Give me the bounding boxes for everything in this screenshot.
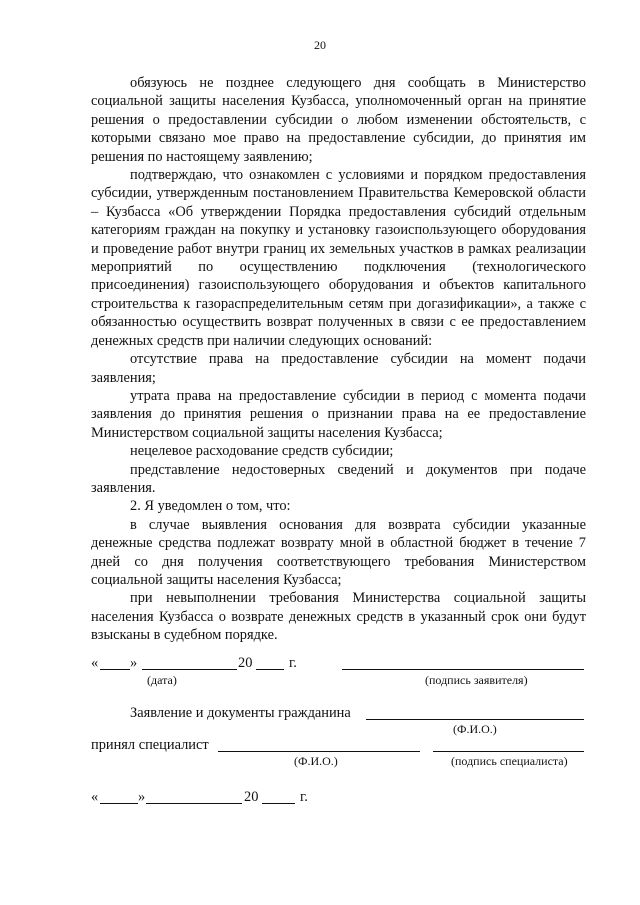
paragraph-ground-false-info: представление недостоверных сведений и документов при подаче заявления. bbox=[91, 461, 586, 496]
applicant-signature-field[interactable] bbox=[342, 669, 584, 670]
date-close-quote: » bbox=[130, 655, 138, 671]
paragraph-notice-heading: 2. Я уведомлен о том, что: bbox=[130, 498, 291, 515]
paragraph-court-recovery: при невыполнении требования Министерства социальной защиты населения Кузбасса о возврате денежных средств в указанный срок они будут взысканы в судебном порядке. bbox=[91, 590, 586, 644]
specialist-fio-field[interactable] bbox=[218, 751, 420, 752]
year-field[interactable] bbox=[256, 669, 284, 670]
final-year-prefix: 20 bbox=[244, 789, 259, 805]
applicant-signature-caption: (подпись заявителя) bbox=[425, 673, 528, 687]
final-month-field[interactable] bbox=[146, 803, 242, 804]
citizen-fio-field[interactable] bbox=[366, 719, 584, 720]
final-day-field[interactable] bbox=[100, 803, 138, 804]
paragraph-return-term: в случае выявления основания для возврата субсидии указанные денежные средства подлежат возврату мной в областной бюджет в течение 7 дней со дня получения соответствующего требования Министерством социальной защиты населения Кузбасса; bbox=[91, 516, 586, 588]
month-field[interactable] bbox=[142, 669, 237, 670]
final-year-field[interactable] bbox=[262, 803, 295, 804]
year-suffix: г. bbox=[289, 655, 297, 671]
date-open-quote: « bbox=[91, 655, 99, 671]
specialist-fio-caption: (Ф.И.О.) bbox=[294, 754, 338, 768]
paragraph-ground-misuse: нецелевое расходование средств субсидии; bbox=[130, 443, 394, 460]
accepted-by-label: принял специалист bbox=[91, 737, 209, 753]
day-field[interactable] bbox=[100, 669, 130, 670]
paragraph-confirmation: подтверждаю, что ознакомлен с условиями и порядком предоставления субсидии, утвержденным постановлением Правительства Кемеровской области – Кузбасса «Об утверждении Порядка предоставления субсидий отдельным категориям граждан на покупку и установку газоиспользующего оборудования и проведение работ внутри границ их земельных участков в рамках реализации мероприятий по осуществлению подключения (технологического присоединения) газоиспользующего оборудования и объектов капитального строительства к газораспределительным сетям при догазификации», а также с обязанностью осуществить возврат полученных в связи с ее предоставлением денежных средств при наличии следующих оснований: bbox=[91, 167, 586, 349]
citizen-fio-caption: (Ф.И.О.) bbox=[453, 722, 497, 736]
paragraph-ground-loss-of-right: утрата права на предоставление субсидии в период с момента подачи заявления до принятия решения о признании права на ее предоставление Министерством социальной защиты населения Кузбасса; bbox=[91, 387, 586, 441]
final-date-close-quote: » bbox=[138, 789, 146, 805]
paragraph-ground-no-right: отсутствие права на предоставление субсидии на момент подачи заявления; bbox=[91, 351, 586, 386]
final-year-suffix: г. bbox=[300, 789, 308, 805]
year-prefix: 20 bbox=[238, 655, 253, 671]
acceptance-statement: Заявление и документы гражданина bbox=[130, 705, 351, 721]
specialist-signature-caption: (подпись специалиста) bbox=[451, 754, 568, 768]
date-caption: (дата) bbox=[147, 673, 177, 687]
specialist-signature-field[interactable] bbox=[433, 751, 584, 752]
final-date-open-quote: « bbox=[91, 789, 99, 805]
page-number: 20 bbox=[314, 38, 326, 52]
paragraph-obligation-notify: обязуюсь не позднее следующего дня сообщать в Министерство социальной защиты населения Кузбасса, уполномоченный орган на принятие решения о предоставлении субсидии о любом изменении обстоятельств, с которыми связано мое право на предоставление субсидии, до принятия им решения по настоящему заявлению; bbox=[91, 75, 586, 165]
